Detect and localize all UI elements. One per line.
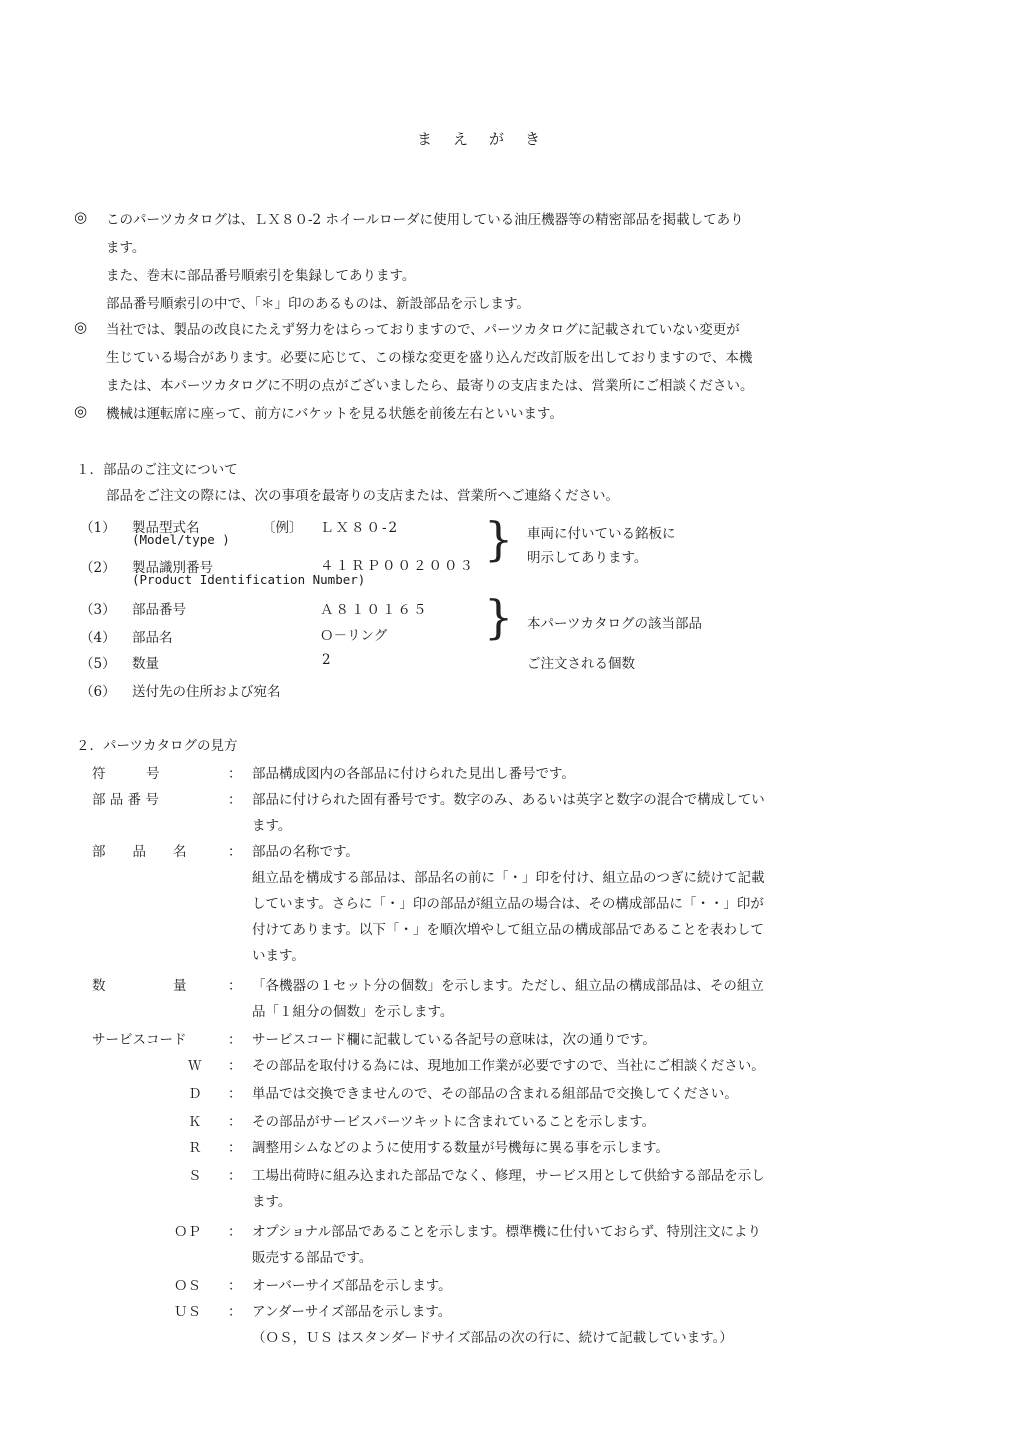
qty-note: ご注文される個数 <box>527 656 635 672</box>
term-desc: 組立品を構成する部品は、部品名の前に「・」印を付け、組立品のつぎに続けて記載 <box>252 870 765 886</box>
service-code: ＯＳ <box>174 1278 201 1294</box>
term-label: サービスコード <box>92 1032 187 1048</box>
term-desc: います。 <box>252 948 305 964</box>
order-item-label: 部品名 <box>132 630 173 646</box>
service-code: Ｒ <box>188 1140 202 1156</box>
order-item-label-en: (Model/type ) <box>132 532 230 547</box>
term-label: 部 品 番 号 <box>92 792 159 808</box>
bullet-icon: ◎ <box>74 402 88 420</box>
page-title: ま え が き <box>416 130 543 148</box>
order-item-label: 数量 <box>132 656 159 672</box>
term-desc: 部品に付けられた固有番号です。数字のみ、あるいは英字と数字の混合で構成してい <box>252 792 765 808</box>
term-label: 部 品 名 <box>92 844 187 860</box>
term-desc: 品「１組分の個数」を示します。 <box>252 1004 454 1020</box>
order-item-value: Ａ８１０１６５ <box>320 602 429 618</box>
catalog-note: 本パーツカタログの該当部品 <box>527 616 702 632</box>
footnote: （ＯＳ，ＵＳ はスタンダードサイズ部品の次の行に、続けて記載しています。） <box>252 1330 733 1346</box>
order-item-num: （4） <box>80 630 116 646</box>
intro-line: または、本パーツカタログに不明の点がございましたら、最寄りの支店または、営業所にご相談ください。 <box>106 378 754 394</box>
brace-icon: } <box>484 590 514 644</box>
service-code: Ｗ <box>188 1058 202 1074</box>
order-item-num: （1） <box>80 520 116 536</box>
colon: ： <box>228 978 242 994</box>
service-code: Ｋ <box>188 1114 202 1130</box>
intro-line: ます。 <box>106 240 146 256</box>
colon: ： <box>228 1114 242 1130</box>
order-item-num: （5） <box>80 656 116 672</box>
intro-line: また、巻末に部品番号順索引を集録してあります。 <box>106 268 416 284</box>
code-desc: その部品を取付ける為には、現地加工作業が必要ですので、当社にご相談ください。 <box>252 1058 765 1074</box>
bullet-icon: ◎ <box>74 318 88 336</box>
term-desc: しています。さらに「・」印の部品が組立品の場合は、その構成部品に「・・」印が <box>252 896 764 912</box>
colon: ： <box>228 1304 242 1320</box>
colon: ： <box>228 792 242 808</box>
term-desc: サービスコード欄に記載している各記号の意味は，次の通りです。 <box>252 1032 656 1048</box>
service-code: ＯＰ <box>174 1224 201 1240</box>
term-desc: ます。 <box>252 818 292 834</box>
intro-line: 当社では、製品の改良にたえず努力をはらっておりますので、パーツカタログに記載されていない変更が <box>106 322 740 338</box>
section1-intro: 部品をご注文の際には、次の事項を最寄りの支店または、営業所へご連絡ください。 <box>106 488 619 504</box>
order-item-label: 送付先の住所および宛名 <box>132 684 281 700</box>
colon: ： <box>228 766 242 782</box>
colon: ： <box>228 1168 242 1184</box>
code-desc: その部品がサービスパーツキットに含まれていることを示します。 <box>252 1114 656 1130</box>
order-item-num: （2） <box>80 560 116 576</box>
section1-heading: １．部品のご注文について <box>76 462 238 478</box>
term-desc: 部品の名称です。 <box>252 844 359 860</box>
colon: ： <box>228 1224 242 1240</box>
intro-line: 部品番号順索引の中で、「＊」印のあるものは、新設部品を示します。 <box>106 296 530 312</box>
colon: ： <box>228 844 242 860</box>
order-item-label: 製品型式名 <box>132 520 200 536</box>
colon: ： <box>228 1058 242 1074</box>
order-item-value: Ｏ－リング <box>320 628 388 644</box>
term-label: 符 号 <box>92 766 160 782</box>
colon: ： <box>228 1032 242 1048</box>
plate-note-line: 明示してあります。 <box>527 550 648 566</box>
term-desc: 部品構成図内の各部品に付けられた見出し番号です。 <box>252 766 575 782</box>
order-item-label: 部品番号 <box>132 602 186 618</box>
example-prefix: 〔例〕 <box>262 520 303 536</box>
code-desc: ます。 <box>252 1194 292 1210</box>
brace-icon: } <box>484 512 514 566</box>
intro-line: このパーツカタログは、ＬＸ８０-2 ホイールローダに使用している油圧機器等の精密部品を掲載してあり <box>106 212 744 228</box>
term-desc: 「各機器の１セット分の個数」を示します。ただし、組立品の構成部品は、その組立 <box>252 978 764 994</box>
order-item-value: ＬＸ８０-2 <box>320 520 400 536</box>
section2-heading: ２．パーツカタログの見方 <box>76 738 238 754</box>
code-desc: オプショナル部品であることを示します。標準機に仕付いておらず、特別注文により <box>252 1224 761 1240</box>
intro-line: 生じている場合があります。必要に応じて、この様な変更を盛り込んだ改訂版を出しておりますので、本機 <box>106 350 753 366</box>
code-desc: オーバーサイズ部品を示します。 <box>252 1278 452 1294</box>
code-desc: 販売する部品です。 <box>252 1250 373 1266</box>
service-code: ＵＳ <box>174 1304 201 1320</box>
colon: ： <box>228 1086 242 1102</box>
service-code: Ｄ <box>188 1086 202 1102</box>
order-item-label-en: (Product Identification Number) <box>132 572 366 587</box>
code-desc: 調整用シムなどのように使用する数量が号機毎に異る事を示します。 <box>252 1140 669 1156</box>
colon: ： <box>228 1278 242 1294</box>
intro-line: 機械は運転席に座って、前方にバケットを見る状態を前後左右といいます。 <box>106 406 563 422</box>
code-desc: 単品では交換できませんので、その部品の含まれる組部品で交換してください。 <box>252 1086 738 1102</box>
code-desc: 工場出荷時に組み込まれた部品でなく、修理，サービス用として供給する部品を示し <box>252 1168 765 1184</box>
term-desc: 付けてあります。以下「・」を順次増やして組立品の構成部品であることを表わして <box>252 922 764 938</box>
order-item-value: 2 <box>322 652 331 668</box>
colon: ： <box>228 1140 242 1156</box>
bullet-icon: ◎ <box>74 208 88 226</box>
order-item-num: （3） <box>80 602 116 618</box>
order-item-num: （6） <box>80 684 116 700</box>
order-item-value: ４１ＲＰ００２００３ <box>320 558 475 574</box>
service-code: Ｓ <box>188 1168 202 1184</box>
code-desc: アンダーサイズ部品を示します。 <box>252 1304 452 1320</box>
term-label: 数 量 <box>92 978 187 994</box>
plate-note-line: 車両に付いている銘板に <box>527 526 676 542</box>
order-item-label: 製品識別番号 <box>132 560 213 576</box>
